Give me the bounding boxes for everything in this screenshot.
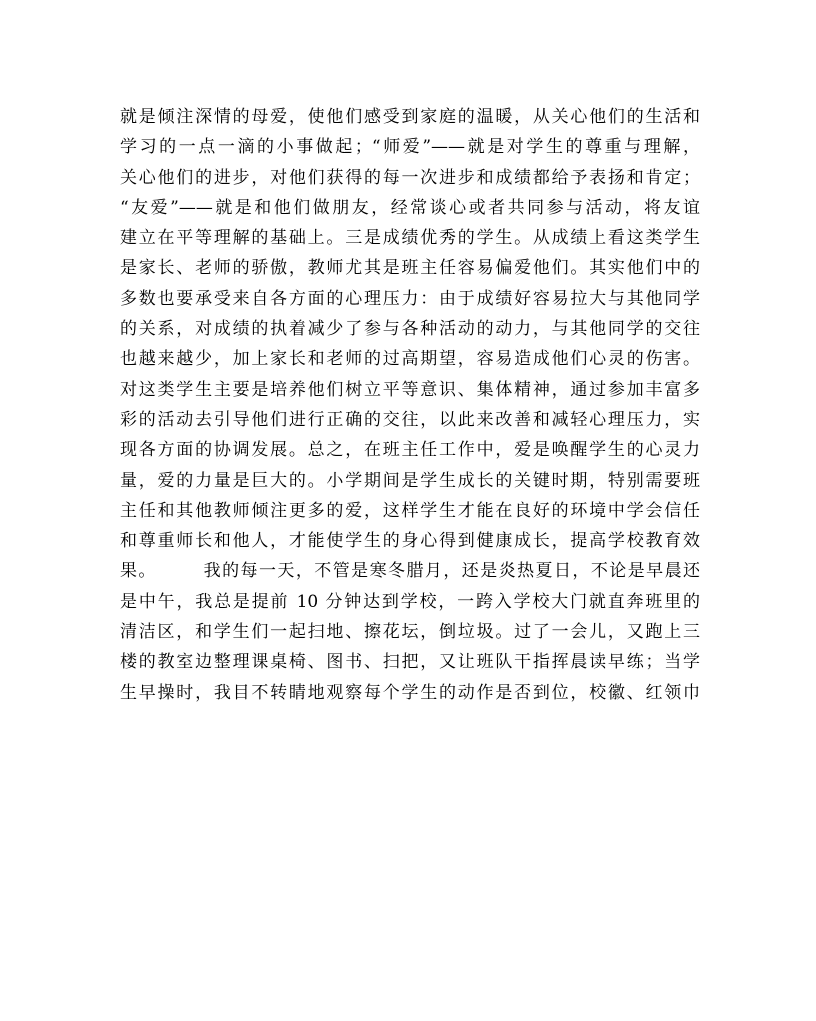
text-line: 建立在平等理解的基础上。三是成绩优秀的学生。从成绩上看这类学生: [120, 228, 700, 249]
text-line: 彩的活动去引导他们进行正确的交往，以此来改善和减轻心理压力，实: [120, 409, 700, 430]
text-line: 果。 我的每一天，不管是寒冬腊月，还是炎热夏日，不论是早晨还: [120, 561, 700, 582]
text-line: 生早操时，我目不转睛地观察每个学生的动作是否到位，校徽、红领巾: [120, 682, 700, 703]
text-line: 对这类学生主要是培养他们树立平等意识、集体精神，通过参加丰富多: [120, 379, 700, 400]
text-line: 是家长、老师的骄傲，教师尤其是班主任容易偏爱他们。其实他们中的: [120, 258, 700, 279]
text-line: 主任和其他教师倾注更多的爱，这样学生才能在良好的环境中学会信任: [120, 500, 700, 521]
text-line: 和尊重师长和他人，才能使学生的身心得到健康成长，提高学校教育效: [120, 531, 700, 552]
text-line: “友爱”——就是和他们做朋友，经常谈心或者共同参与活动，将友谊: [120, 197, 700, 218]
text-line: 是中午，我总是提前 10 分钟达到学校，一跨入学校大门就直奔班里的: [120, 591, 700, 612]
text-line: 就是倾注深情的母爱，使他们感受到家庭的温暖，从关心他们的生活和: [120, 107, 700, 127]
text-line: 清洁区，和学生们一起扫地、擦花坛，倒垃圾。过了一会儿，又跑上三: [120, 622, 700, 643]
text-line: 关心他们的进步，对他们获得的每一次进步和成绩都给予表扬和肯定；: [120, 167, 700, 188]
text-line: 学习的一点一滴的小事做起；“师爱”——就是对学生的尊重与理解，: [120, 137, 700, 158]
text-line: 现各方面的协调发展。总之，在班主任工作中，爱是唤醒学生的心灵力: [120, 440, 700, 461]
body-text: [120, 102, 700, 708]
text-line: 楼的教室边整理课桌椅、图书、扫把，又让班队干指挥晨读早练；当学: [120, 652, 700, 673]
text-line: 也越来越少，加上家长和老师的过高期望，容易造成他们心灵的伤害。: [120, 349, 700, 370]
text-line: 量，爱的力量是巨大的。小学期间是学生成长的关键时期，特别需要班: [120, 470, 700, 491]
text-line: 多数也要承受来自各方面的心理压力：由于成绩好容易拉大与其他同学: [120, 288, 700, 309]
text-line: 的关系，对成绩的执着减少了参与各种活动的动力，与其他同学的交往: [120, 319, 700, 340]
